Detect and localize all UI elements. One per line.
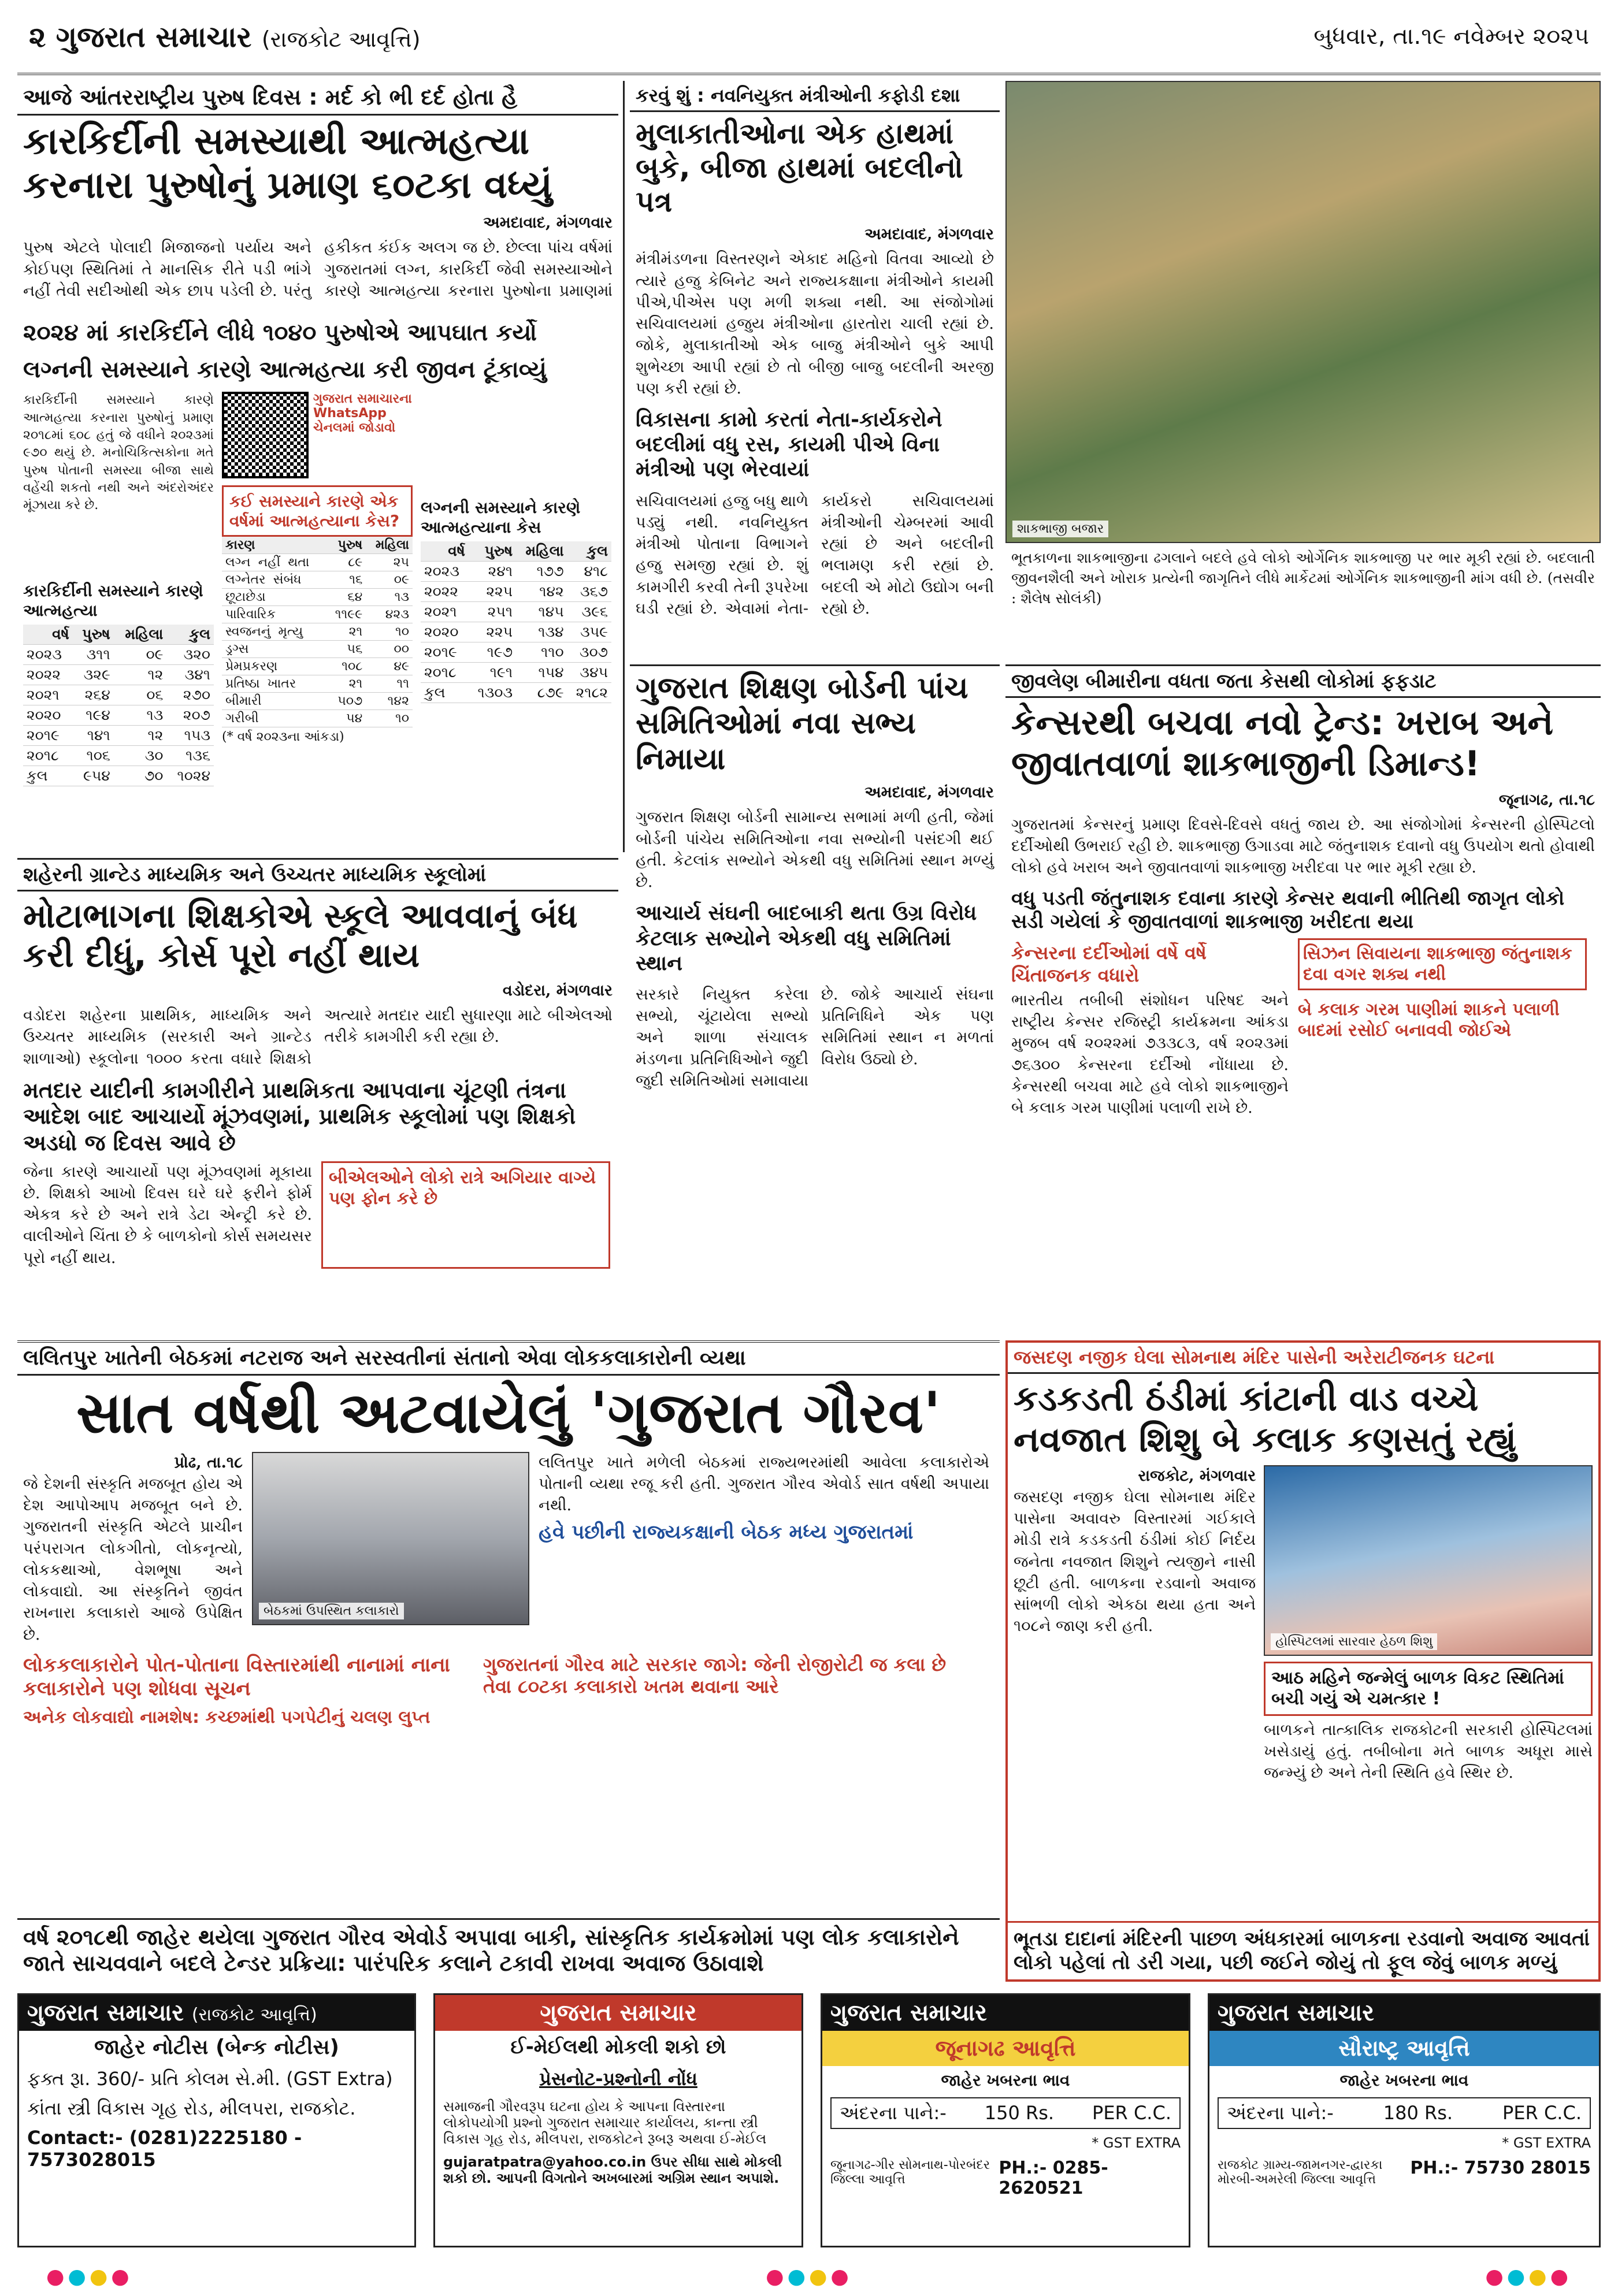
- table-row: [222, 710, 413, 727]
- table-header: વર્ષ: [23, 625, 73, 645]
- ad-region: રાજકોટ ગ્રામ્ય-જામનગર-દ્વારકા મોરબી-અમરેલી જિલ્લા આવૃત્તિ: [1218, 2158, 1383, 2187]
- story-column-left: [1011, 938, 1289, 1119]
- paper-name: ગુજરાત સમાચાર: [55, 20, 252, 54]
- ad-rate: 180 Rs.: [1383, 2102, 1453, 2124]
- ad-subtitle: જાહેર ખબરના ભાવ: [1339, 2071, 1469, 2090]
- ad-brand: [19, 1995, 414, 2031]
- table-cell: ૪૨૩: [366, 606, 413, 623]
- table-cell: સ્વજનનું મૃત્યુ: [222, 623, 326, 641]
- story-body-2: લલિતપુર ખાતે મળેલી બેઠકમાં રાજ્યભરમાંથી આવેલા કલાકારોએ પોતાની વ્યથા રજૂ કરી હતી. ગુજરાત ગૌરવ એવોર્ડ સાત વર્ષથી અપાયા નથી.: [539, 1453, 989, 1515]
- table-cell: ૧૫૪: [516, 663, 567, 683]
- story-dateline: રાજકોટ, મંગળવાર: [1138, 1466, 1256, 1485]
- table-cell: ૧૪૫: [516, 602, 567, 622]
- meeting-photo: [252, 1452, 529, 1625]
- ad-gst: * GST EXTRA: [1502, 2135, 1591, 2151]
- story-headline: કડકડતી ઠંડીમાં કાંટાની વાડ વચ્ચે નવજાત શિશુ બે કલાક કણસતું રહ્યું: [1014, 1379, 1517, 1460]
- cmyk-dots-icon: ●●●●: [1485, 2265, 1572, 2288]
- table-cell: ૧૨: [114, 726, 167, 746]
- table-cell: છૂટાછેડા: [222, 589, 326, 606]
- table-cell: ૧૦૨૪: [166, 766, 214, 786]
- table-cell: કુલ: [421, 683, 469, 703]
- table-cell: ૫૪: [326, 710, 366, 727]
- story-body-2: જેના કારણે આચાર્યો પણ મૂંઝવણમાં મૂકાયા છે. શિક્ષકો આખો દિવસ ઘરે ઘરે ફરીને ફોર્મ એકત્ર કરે છે અને રાત્રે ડેટા એન્ટ્રી કરે છે. વાલીઓને ચિંતા છે કે બાળકોનો કોર્સ સમયસર પૂરો નહીં થાય.: [23, 1162, 312, 1267]
- story-subhead-2: હવે પછીની રાજ્યકક્ષાની બેઠક મધ્ય ગુજરાતમાં: [539, 1521, 914, 1544]
- table-header: મહિલા: [114, 625, 167, 645]
- table-note: (* વર્ષ ૨૦૨૩ના આંકડા): [222, 730, 344, 745]
- table-cell: ૧૩૪: [516, 622, 567, 642]
- story-cancer: [1005, 664, 1601, 1335]
- qr-label: ગુજરાત સમાચારના WhatsApp ચેનલમાં જોડાવો: [313, 392, 412, 436]
- table-cell: ૩૪૧: [166, 665, 214, 685]
- ad-title: સૌરાષ્ટ્ર આવૃત્તિ: [1209, 2031, 1599, 2066]
- table-cell: ૩૨૯: [73, 665, 114, 685]
- table-cell: પારિવારિક: [222, 606, 326, 623]
- ad-region: જૂનાગઢ-ગીર સોમનાથ-પોરબંદર જિલ્લા આવૃત્તિ: [830, 2158, 990, 2187]
- table-cell: ૦૦: [366, 641, 413, 658]
- table-cell: ૧૪૨: [366, 693, 413, 710]
- story-box: બીએલઓને લોકો રાત્રે અગિયાર વાગ્યે પણ ફોન કરે છે: [321, 1161, 610, 1269]
- table-cell: લગ્નેતર સંબંધ: [222, 571, 326, 589]
- story-column-right: [1264, 1465, 1593, 1788]
- table-row: [222, 589, 413, 606]
- ad-subtitle: જાહેર ખબરના ભાવ: [941, 2071, 1070, 2090]
- ad-brand: ગુજરાત સમાચાર: [822, 1995, 1189, 2031]
- table-career-suicide: [23, 625, 214, 786]
- table-row: [222, 641, 413, 658]
- table-row: [421, 663, 611, 683]
- ad-brand-name: ગુજરાત સમાચાર: [27, 2000, 184, 2026]
- story-headline: કારકિર્દીની સમસ્યાથી આત્મહત્યા કરનારા પુરુષોનું પ્રમાણ ૬૦ટકા વધ્યું: [23, 120, 552, 207]
- table-cell: ૬૪: [326, 589, 366, 606]
- story-body-2: કારકિર્દીની સમસ્યાને કારણે આત્મહત્યા કરનારા પુરુષોનું પ્રમાણ ૨૦૧૮માં ૬૦૮ હતું જે વધીને ૨૦૨૩માં ૯૭૦ થયું છે. મનોચિકિત્સકોના મતે પુરુષ પોતાની સમસ્યા બીજા સાથે વહેંચી શકતો નથી અને અંદરોઅંદર મૂંઝાયા કરે છે.: [23, 393, 214, 513]
- table-cell: ૧૦: [366, 623, 413, 641]
- ad-junagadh-edition[interactable]: [821, 1993, 1190, 2247]
- table-cell: પ્રેમપ્રકરણ: [222, 658, 326, 675]
- ad-brand: ગુજરાત સમાચાર: [1209, 1995, 1599, 2031]
- table-cell: ૨૦૨૩: [421, 562, 469, 582]
- table-row: [222, 658, 413, 675]
- story-ministers: [630, 81, 1000, 659]
- story-subhead-2: કેન્સરના દર્દીઓમાં વર્ષે વર્ષે ચિંતાજનક વધારો: [1011, 942, 1207, 986]
- table-cell: ૧૩: [114, 705, 167, 726]
- ad-rate: 150 Rs.: [984, 2102, 1055, 2124]
- story-teachers: [17, 858, 618, 1335]
- story-body: પુરુષ એટલે પોલાદી મિજાજનો પર્યાય અને કોઈપણ સ્થિતિમાં તે માનસિક રીતે પડી ભાંગે નહીં તેવી સદીઓથી એક છાપ પડેલી છે. પરંતુ હકીકત કંઈક અલગ જ છે. છેલ્લા પાંચ વર્ષમાં ગુજરાતમાં લગ્ન, કારકિર્દી જેવી સમસ્યાઓને કારણે આત્મહત્યા કરનારા પુરુષોના પ્રમાણમાં: [23, 239, 613, 300]
- table-cell: ૯૫૪: [73, 766, 114, 786]
- table-cell: ૩૦૭: [567, 642, 611, 663]
- ad-rate-row: [1218, 2097, 1591, 2129]
- table-cell: ૩૬૭: [567, 582, 611, 602]
- table-cell: ૨૦૨૩: [23, 645, 73, 665]
- table-marriage-suicide: [421, 541, 611, 703]
- table-header: કારણ: [222, 537, 326, 554]
- table-cell: ૩૧૧: [73, 645, 114, 665]
- story-subhead-3: સિઝન સિવાયના શાકભાજી જંતુનાશક દવા વગર શક્ય નથી: [1298, 938, 1587, 990]
- table-row: [23, 685, 214, 705]
- photo-label: બેઠકમાં ઉપસ્થિત કલાકારો: [259, 1603, 404, 1619]
- story-column-left-2: [23, 1650, 474, 1732]
- table-row: [222, 554, 413, 571]
- table-cell: ૨૭૦: [166, 685, 214, 705]
- table-row: [222, 606, 413, 623]
- page-masthead: [17, 6, 1601, 75]
- ad-region-row: [822, 2154, 1189, 2202]
- table-cell: ૨૨૫: [469, 582, 516, 602]
- ad-title: ઈ-મેઈલથી મોકલી શકો છો: [510, 2035, 726, 2059]
- photo-label: શાકભાજી બજાર: [1012, 521, 1108, 537]
- story-dateline: અમદાવાદ, મંગળવાર: [864, 783, 994, 802]
- story-footer: વર્ષ ૨૦૧૮થી જાહેર થયેલા ગુજરાત ગૌરવ એવોર્ડ અપાવા બાકી, સાંસ્કૃતિક કાર્યક્રમોમાં પણ લોક કલાકારોને જાતે સાચવવાને બદલે ટેન્ડર પ્રક્રિયા: પારંપરિક કલાને ટકાવી રાખવા અવાજ ઉઠાવાશે: [17, 1918, 1000, 1982]
- table-cell: ૫૦૭: [326, 693, 366, 710]
- story-column-mid: [222, 392, 413, 786]
- story-subhead-3: ગુજરાતનાં ગૌરવ માટે સરકાર જાગે: જેની રોજીરોટી જ કલા છે તેવા ૮૦ટકા કલાકારો ખતમ થવાના આરે: [483, 1653, 947, 1698]
- table-body: [222, 554, 413, 727]
- ad-label: અંદરના પાને:-: [1227, 2102, 1334, 2124]
- story-dateline: પ્રોઢ, તા.૧૮: [174, 1453, 243, 1472]
- table-cell: ૨૦૨૧: [421, 602, 469, 622]
- table-cell: ૩૯૬: [567, 602, 611, 622]
- ad-title: જાહેર નોટીસ (બેન્ક નોટીસ): [94, 2035, 340, 2059]
- story-subhead-4: અનેક લોકવાદ્યો નામશેષ: કચ્છમાંથી પગપેટીનું ચલણ લુપ્ત: [23, 1707, 431, 1728]
- table-row: [421, 622, 611, 642]
- table-cell: ૦૬: [114, 685, 167, 705]
- table-row: [23, 766, 214, 786]
- table-cell: ૧૪૧: [73, 726, 114, 746]
- story-kicker: જીવલેણ બીમારીના વધતા જતા કેસથી લોકોમાં ફફડાટ: [1005, 666, 1601, 698]
- table-row: [222, 571, 413, 589]
- edition-name: (રાજકોટ આવૃત્તિ): [261, 27, 421, 52]
- ad-subtitle: પ્રેસનોટ-પ્રશ્નોની નોંધ: [539, 2068, 697, 2090]
- ad-unit: PER C.C.: [1502, 2102, 1582, 2124]
- story-headline: મુલાકાતીઓના એક હાથમાં બુકે, બીજા હાથમાં બદલીનો પત્ર: [636, 117, 963, 218]
- ad-brand: ગુજરાત સમાચાર: [435, 1995, 801, 2031]
- story-column-right-2: [483, 1650, 980, 1732]
- column-divider: [623, 81, 625, 852]
- table-cell: ૧૧૯૯: [326, 606, 366, 623]
- story-column-right: [1298, 938, 1587, 1119]
- cmyk-dots-icon: ●●●●: [766, 2265, 852, 2288]
- story-kicker: કરવું શું : નવનિયુક્ત મંત્રીઓની કફોડી દશા: [630, 81, 1000, 112]
- table-cell: બીમારી: [222, 693, 326, 710]
- story-body-2: ભારતીય તબીબી સંશોધન પરિષદ અને રાષ્ટ્રીય કેન્સર રજિસ્ટ્રી કાર્યક્રમના આંકડા મુજબ વર્ષ ૨૦૨૨માં ૭૩૩૮૩, વર્ષ ૨૦૨૩માં ૭૬૩૦૦ કેન્સરના દર્દીઓ નોંધાયા છે. કેન્સરથી બચવા માટે હવે લોકો શાકભાજીને બે કલાક ગરમ પાણીમાં પલાળી રાખે છે.: [1011, 991, 1289, 1117]
- story-column-left: [23, 1452, 243, 1645]
- story-subhead-4: બે કલાક ગરમ પાણીમાં શાકને પલાળી બાદમાં રસોઈ બનાવવી જોઈએ: [1298, 1000, 1560, 1041]
- ad-contact: Contact:- (0281)2225180 - 7573028015: [27, 2127, 302, 2171]
- table-cell: ૩૫૯: [567, 622, 611, 642]
- table-cell: ૪૯: [366, 658, 413, 675]
- story-box: આઠ મહિને જન્મેલું બાળક વિકટ સ્થિતિમાં બચી ગયું એ ચમત્કાર !: [1264, 1662, 1593, 1716]
- table-cell: ૧૨: [114, 665, 167, 685]
- table-body: [421, 562, 611, 703]
- story-body: જે દેશની સંસ્કૃતિ મજબૂત હોય એ દેશ આપોઆપ મજબૂત બને છે. ગુજરાતની સંસ્કૃતિ એટલે પ્રાચીન પરંપરાગત લોકગીતો, લોકનૃત્યો, લોકકથાઓ, વેશભૂષા અને લોકવાદ્યો. આ સંસ્કૃતિને જીવંત રાખનારા કલાકારો આજે ઉપેક્ષિત છે.: [23, 1474, 243, 1644]
- story-body-2: સચિવાલયમાં હજુ બધુ થાળે પડ્યું નથી. નવનિયુક્ત મંત્રીઓ પોતાના વિભાગને હજુ સમજી રહ્યાં છે. શું કામગીરી કરવી તેની રૂપરેખા ઘડી રહ્યાં છે. એવામાં નેતા-કાર્યકરો સચિવાલયમાં મંત્રીઓની ચેમ્બરમાં આવી રહ્યાં છે અને બદલીની ભલામણ કરી રહ્યાં છે. બદલી એ મોટો ઉદ્યોગ બની રહ્યો છે.: [636, 492, 994, 618]
- table-cell: ૧૯૭: [469, 642, 516, 663]
- table-cell: ૩૪૫: [567, 663, 611, 683]
- ad-phone: PH.:- 0285-2620521: [999, 2158, 1108, 2198]
- story-column-left: [23, 392, 214, 786]
- table-cell: ૨૫: [366, 554, 413, 571]
- photo-label: હોસ્પિટલમાં સારવાર હેઠળ શિશુ: [1271, 1633, 1437, 1650]
- story-subhead: મતદાર યાદીની કામગીરીને પ્રાથમિકતા આપવાના ચૂંટણી તંત્રના આદેશ બાદ આચાર્યો મૂંઝવણમાં, પ્રાથમિક સ્કૂલોમાં પણ શિક્ષકો અડધો જ દિવસ આવે છે: [23, 1077, 576, 1156]
- story-dateline: અમદાવાદ, મંગળવાર: [864, 225, 994, 243]
- story-body: ગુજરાત શિક્ષણ બોર્ડની સામાન્ય સભામાં મળી હતી, જેમાં બોર્ડની પાંચેય સમિતિઓના નવા સભ્યોની પસંદગી થઈ હતી. કેટલાંક સભ્યોને એકથી વધુ સમિતિમાં સ્થાન મળ્યું છે.: [636, 808, 994, 891]
- table-cell: ૧૯૧: [469, 663, 516, 683]
- story-column-left: [1014, 1465, 1256, 1788]
- ad-bank-notice[interactable]: [17, 1993, 416, 2247]
- story-row: [1008, 1465, 1598, 1788]
- table-row: [23, 746, 214, 766]
- story-subhead-2: લગ્નની સમસ્યાને કારણે આત્મહત્યા કરી જીવન ટૂંકાવ્યું: [23, 356, 547, 384]
- story-kicker: શહેરની ગ્રાન્ટેડ માધ્યમિક અને ઉચ્ચતર માધ્યમિક સ્કૂલોમાં: [17, 860, 618, 891]
- table-cell: ૨૦૧૮: [23, 746, 73, 766]
- table-header: મહિલા: [366, 537, 413, 554]
- ad-rate-row: [830, 2097, 1181, 2129]
- ad-phone: PH.:- 75730 28015: [1410, 2158, 1591, 2178]
- table1-title: કારકિર્દીની સમસ્યાને કારણે આત્મહત્યા: [23, 581, 203, 620]
- ad-gst: * GST EXTRA: [1092, 2135, 1181, 2151]
- photo-caption: ભૂતકાળના શાકભાજીના ઢગલાને બદલે હવે લોકો ઓર્ગેનિક શાકભાજી પર ભાર મૂકી રહ્યાં છે. બદલાતી જીવનશૈલી અને ખોરાક પ્રત્યેની જાગૃતિને લીધે માર્કેટમાં ઓર્ગેનિક શાકભાજીની માંગ વધી છે. (તસવીર : શૈલેષ સોલંકી): [1011, 549, 1595, 607]
- table-cell: ૧૦૬: [73, 746, 114, 766]
- table-row: [222, 693, 413, 710]
- table-cell: ૨૦૧૯: [421, 642, 469, 663]
- table-cell: ૨૦૧૮: [421, 663, 469, 683]
- ad-saurashtra-edition[interactable]: [1208, 1993, 1601, 2247]
- table-cell: ૧૯૪: [73, 705, 114, 726]
- ad-label: અંદરના પાને:-: [840, 2102, 947, 2124]
- table-cell: ૨૦૨૦: [421, 622, 469, 642]
- story-column-right: [539, 1452, 989, 1645]
- ad-edition: (રાજકોટ આવૃત્તિ): [191, 2005, 317, 2025]
- story-kicker: લલિતપુર ખાતેની બેઠકમાં નટરાજ અને સરસ્વતીનાં સંતાનો એવા લોકકલાકારોની વ્યથા: [17, 1343, 1000, 1376]
- story-top-row: [17, 1452, 1000, 1645]
- whatsapp-qr-code[interactable]: [222, 392, 309, 478]
- table-cell: ૨૬૪: [73, 685, 114, 705]
- table-row: [421, 602, 611, 622]
- story-gujarat-gaurav: [17, 1340, 1000, 1982]
- table-cell: ૨૦૨૨: [421, 582, 469, 602]
- issue-date: બુધવાર, તા.૧૯ નવેમ્બર ૨૦૨૫: [1313, 23, 1589, 50]
- table-cell: ૮૭૯: [516, 683, 567, 703]
- story-newborn: [1005, 1340, 1601, 1982]
- table-suicide-reasons: [222, 537, 413, 727]
- table-cell: ૨૦૨૧: [23, 685, 73, 705]
- story-body: મંત્રીમંડળના વિસ્તરણને એકાદ મહિનો વિતવા આવ્યો છે ત્યારે હજુ કેબિનેટ અને રાજ્યકક્ષાના મંત્રીઓને કાયમી પીએ,પીએસ પણ મળી શક્યા નથી. આ સંજોગોમાં સચિવાલયમાં હજુય મંત્રીઓના હારતોરા ચાલી રહ્યાં છે. જોકે, મુલાકાતીઓ એક બાજુ મંત્રીઓને બુકે આપી શુભેચ્છા આપી રહ્યાં છે તો બીજી બાજુ બદલીની અરજી પણ કરી રહ્યાં છે.: [636, 250, 994, 397]
- table-row: [222, 623, 413, 641]
- table-cell: ૨૦૧૯: [23, 726, 73, 746]
- photo-block-market: [1005, 81, 1601, 659]
- table-row: [421, 642, 611, 663]
- table-cell: ૩૦: [114, 746, 167, 766]
- table-cell: લગ્ન નહીં થતા: [222, 554, 326, 571]
- table-cell: ૧૩: [366, 589, 413, 606]
- table-row: [23, 645, 214, 665]
- story-education-board: [630, 664, 1000, 1335]
- print-registration-marks: [46, 2265, 1572, 2288]
- table-cell: ગરીબી: [222, 710, 326, 727]
- story-body: ગુજરાતમાં કેન્સરનું પ્રમાણ દિવસે-દિવસે વધતું જાય છે. આ સંજોગોમાં કેન્સરની હોસ્પિટલો દર્દીઓથી ઉભરાઈ રહી છે. શાકભાજી ઉગાડવા માટે જંતુનાશક દવાનો વધુ ઉપયોગ થતો હોવાથી લોકો હવે ખરાબ અને જીવાતવાળાં શાકભાજી ખરીદવા પર ભાર મૂકી રહ્યા છે.: [1011, 815, 1595, 877]
- table3-title: લગ્નની સમસ્યાને કારણે આત્મહત્યાના કેસ: [421, 498, 581, 537]
- table-header: મહિલા: [516, 541, 567, 562]
- table-cell: ૧૧: [366, 675, 413, 693]
- table-cell: ૨૧૮૨: [567, 683, 611, 703]
- story-mens-day: [17, 81, 618, 852]
- table-cell: ૨૪૧: [469, 562, 516, 582]
- table-header: કુલ: [567, 541, 611, 562]
- table-cell: ૨૦૭: [166, 705, 214, 726]
- table-header: પુરુષ: [469, 541, 516, 562]
- story-footer: ભૂતડા દાદાનાં મંદિરની પાછળ અંધકારમાં બાળકના રડવાનો અવાજ આવતાં લોકો પહેલાં તો ડરી ગયા, પછી જઈને જોયું તો ફૂલ જેવું બાળક મળ્યું: [1008, 1921, 1598, 1979]
- table-body: [23, 645, 214, 786]
- table-cell: ૨૨૫: [469, 622, 516, 642]
- table-cell: ૦૯: [114, 645, 167, 665]
- table-cell: ૧૦: [366, 710, 413, 727]
- story-headline: મોટાભાગના શિક્ષકોએ સ્કૂલે આવવાનું બંધ કરી દીધું, કોર્સ પૂરો નહીં થાય: [23, 896, 578, 975]
- story-body-2: સરકારે નિયુક્ત કરેલા સભ્યો, ચૂંટાયેલા સભ્યો અને શાળા સંચાલક મંડળના પ્રતિનિધિઓને જુદી જુદી સમિતિઓમાં સમાવાયા છે. જોકે આચાર્ય સંઘના પ્રતિનિધિને એક પણ સમિતિમાં સ્થાન ન મળતાં વિરોધ ઉઠ્યો છે.: [636, 985, 994, 1090]
- table-cell: ડ્રગ્સ: [222, 641, 326, 658]
- table-cell: ૧૦૮: [326, 658, 366, 675]
- newborn-photo: [1264, 1465, 1593, 1656]
- table-header: કુલ: [166, 625, 214, 645]
- table-cell: ૮૯: [326, 554, 366, 571]
- table-cell: ૭૦: [114, 766, 167, 786]
- table-cell: ૨૫૧: [469, 602, 516, 622]
- story-dateline: જૂનાગઢ, તા.૧૮: [1498, 790, 1595, 809]
- story-dateline: અમદાવાદ, મંગળવાર: [483, 214, 613, 232]
- story-subhead: લોકકલાકારોને પોત-પોતાના વિસ્તારમાંથી નાનામાં નાના કલાકારોને પણ શોધવા સૂચન: [23, 1653, 450, 1700]
- story-body-2: બાળકને તાત્કાલિક રાજકોટની સરકારી હોસ્પિટલમાં ખસેડાયું હતું. તબીબોના મતે બાળક અધૂરા માસે જન્મ્યું છે અને તેની સ્થિતિ હવે સ્થિર છે.: [1264, 1721, 1593, 1782]
- table-cell: ૧૪૨: [516, 582, 567, 602]
- page-number: ૨: [29, 20, 46, 54]
- story-headline: ગુજરાત શિક્ષણ બોર્ડની પાંચ સમિતિઓમાં નવા સભ્ય નિમાયા: [636, 671, 968, 777]
- story-subhead: વિકાસના કામો કરતાં નેતા-કાર્યકરોને બદલીમાં વધુ રસ, કાયમી પીએ વિના મંત્રીઓ પણ ભેરવાયાં: [636, 408, 942, 482]
- ad-email[interactable]: gujaratpatra@yahoo.co.in ઉપર સીધા સાથે મોકલી શકો છો. આપની વિગતોને અખબારમાં અગ્રિમ સ્થાન અપાશે.: [443, 2154, 782, 2186]
- table-header: પુરુષ: [326, 537, 366, 554]
- table-cell: ૪૧૮: [567, 562, 611, 582]
- ad-address: કાંતા સ્ત્રી વિકાસ ગૃહ રોડ, મીલપરા, રાજકોટ.: [27, 2097, 356, 2119]
- masthead-left: [29, 20, 421, 54]
- table-row: [23, 726, 214, 746]
- story-subhead: ૨૦૨૪ માં કારકિર્દીને લીધે ૧૦૪૦ પુરુષોએ આપઘાત કર્યો: [23, 319, 537, 347]
- ad-unit: PER C.C.: [1092, 2102, 1171, 2124]
- table-cell: ૨૦૨૦: [23, 705, 73, 726]
- ad-price: ફક્ત રૂા. 360/- પ્રતિ કોલમ સે.મી. (GST Extra): [27, 2068, 393, 2090]
- story-column-right: [421, 392, 611, 786]
- table-cell: ૦૯: [366, 571, 413, 589]
- story-kicker: જસદણ નજીક ઘેલા સોમનાથ મંદિર પાસેની અરેરાટીજનક ઘટના: [1008, 1343, 1598, 1374]
- story-body: જસદણ નજીક ઘેલા સોમનાથ મંદિર પાસેના અવાવરુ વિસ્તારમાં ગઈકાલે મોડી રાત્રે કડકડતી ઠંડીમાં કોઈ નિર્દય જનેતા નવજાત શિશુને ત્યજીને નાસી છૂટી હતી. બાળકના રડવાનો અવાજ સાંભળી લોકો એકઠા થયા હતા અને ૧૦૮ને જાણ કરી હતી.: [1014, 1488, 1256, 1636]
- table-row: [421, 562, 611, 582]
- table-row: [23, 665, 214, 685]
- story-headline: સાત વર્ષથી અટવાયેલું 'ગુજરાત ગૌરવ': [76, 1380, 941, 1446]
- table-cell: ૨૧: [326, 623, 366, 641]
- ad-body: સમાજની ગૌરવરૂપ ઘટના હોય કે આપના વિસ્તારના લોકોપયોગી પ્રશ્નો ગુજરાત સમાચાર કાર્યાલય, કાન્તા સ્ત્રી વિકાસ ગૃહ રોડ, મીલપરા, રાજકોટને રૂબરૂ અથવા ઈ-મેઈલ: [443, 2098, 767, 2147]
- table-header: પુરુષ: [73, 625, 114, 645]
- ad-title: જૂનાગઢ આવૃત્તિ: [822, 2031, 1189, 2066]
- table-row: [421, 683, 611, 703]
- story-split: [1005, 938, 1601, 1119]
- story-kicker: આજે આંતરરાષ્ટ્રીય પુરુષ દિવસ : મર્દ કો ભી દર્દ હોતા હૈ: [17, 81, 618, 116]
- table-header: વર્ષ: [421, 541, 469, 562]
- table-cell: ૧૬: [326, 571, 366, 589]
- table-cell: ૧૭૭: [516, 562, 567, 582]
- table-row: [421, 582, 611, 602]
- market-photo: [1005, 81, 1601, 543]
- cmyk-dots-icon: ●●●●: [46, 2265, 133, 2288]
- table-row: [222, 675, 413, 693]
- story-bottom-row: [17, 1645, 1000, 1737]
- table-cell: ૧૩૦૩: [469, 683, 516, 703]
- table-cell: ૫૬: [326, 641, 366, 658]
- table-cell: ૧૫૩: [166, 726, 214, 746]
- story-subhead: વધુ પડતી જંતુનાશક દવાના કારણે કેન્સર થવાની ભીતિથી જાગૃત લોકો સડી ગયેલાં કે જીવાતવાળાં શાકભાજી ખરીદતા થયા: [1011, 886, 1565, 934]
- table-cell: પ્રતિષ્ઠા ખાતર: [222, 675, 326, 693]
- table-row: [23, 705, 214, 726]
- table-cell: ૨૧: [326, 675, 366, 693]
- story-infographic-row: [17, 388, 618, 790]
- table-cell: ૧૩૬: [166, 746, 214, 766]
- table-cell: કુલ: [23, 766, 73, 786]
- table-cell: ૧૧૦: [516, 642, 567, 663]
- story-headline: કેન્સરથી બચવા નવો ટ્રેન્ડ: ખરાબ અને જીવાતવાળાં શાકભાજીની ડિમાન્ડ!: [1011, 703, 1554, 784]
- story-body: વડોદરા શહેરના પ્રાથમિક, માધ્યમિક અને ઉચ્ચતર માધ્યમિક (સરકારી અને ગ્રાન્ટેડ શાળાઓ) સ્કૂલોના ૧૦૦૦ કરતા વધારે શિક્ષકો અત્યારે મતદાર યાદી સુધારણા માટે બીએલઓ તરીકે કામગીરી કરી રહ્યા છે.: [23, 1006, 613, 1068]
- story-split: [17, 1161, 618, 1269]
- ad-region-row: [1209, 2154, 1599, 2190]
- ad-email-press[interactable]: [433, 1993, 803, 2247]
- table-cell: ૨૦૨૨: [23, 665, 73, 685]
- table-cell: ૩૨૦: [166, 645, 214, 665]
- table2-title: કઈ સમસ્યાને કારણે એક વર્ષમાં આત્મહત્યાના કેસ?: [222, 485, 413, 537]
- story-subhead: આચાર્ય સંઘની બાદબાકી થતા ઉગ્ર વિરોધ કેટલાક સભ્યોને એકથી વધુ સમિતિમાં સ્થાન: [636, 901, 977, 975]
- story-dateline: વડોદરા, મંગળવાર: [502, 981, 613, 1000]
